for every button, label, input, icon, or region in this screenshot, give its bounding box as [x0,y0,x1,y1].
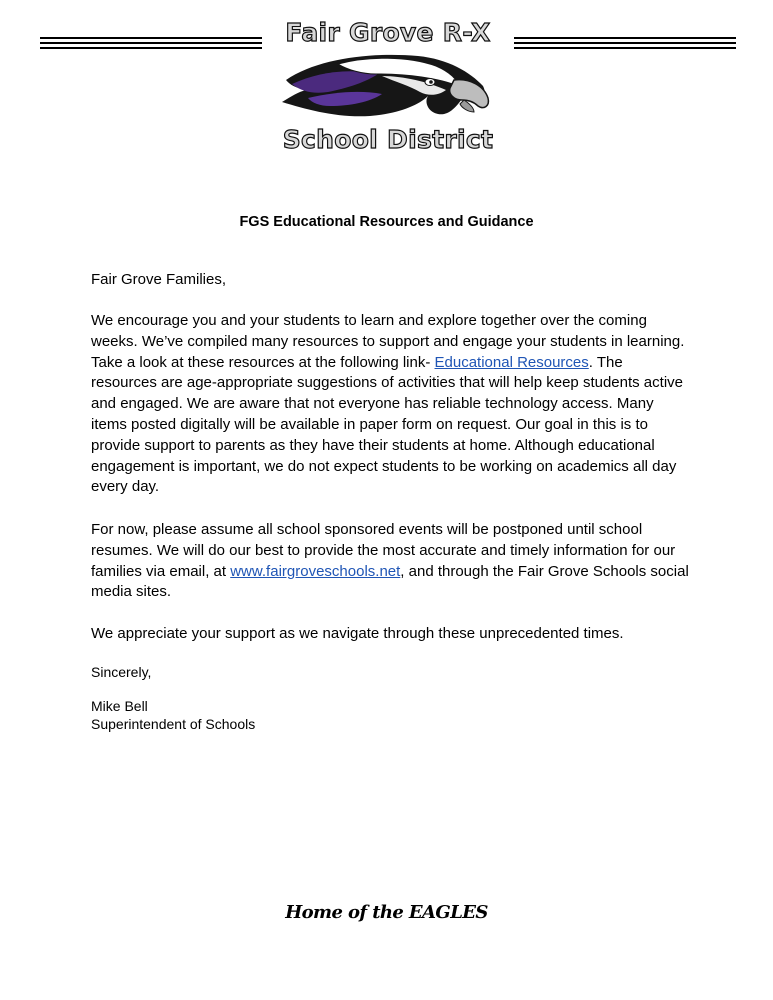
educational-resources-link[interactable]: Educational Resources [434,353,589,371]
paragraph-appreciation: We appreciate your support as we navigate through these unprecedented times. [91,625,624,642]
closing: Sincerely, [91,664,152,680]
header-rule [40,42,262,44]
signer-title: Superintendent of Schools [91,715,256,732]
paragraph-events [91,520,691,603]
letter-title: FGS Educational Resources and Guidance [239,214,534,230]
salutation: Fair Grove Families, [91,271,227,288]
header-rule [514,42,736,44]
paragraph-text: , and through the Fair Grove Schools social media sites. [91,562,689,601]
district-name-line2: School District [282,125,494,154]
footer-tagline: Home of the EAGLES [285,902,488,923]
right-header-rules [514,37,736,52]
paragraph-text: . The resources are age-appropriate suggestions of activities that will help keep students active and engaged. We are aware that not everyone has reliable technology access. Many items posted digitally will be available in paper form on request. Our goal in this is to provide support to parents as they have their students at home. Although educational engagement is important, we do not expect students to be working on academics all day every day. [91,353,683,496]
paragraph-text: For now, please assume all school sponsored events will be postponed until school resumes. We will do our best to provide the most accurate and timely information for our families via email, at [91,521,676,580]
header-rule [40,37,262,39]
left-header-rules [40,37,262,52]
district-name-line1: Fair Grove R-X [285,18,491,47]
signature-block [91,698,255,733]
signer-name: Mike Bell [91,698,148,714]
header-rule [40,47,262,49]
paragraph-resources [91,311,691,498]
website-link[interactable]: www.fairgroveschools.net [230,562,401,580]
header-rule [514,37,736,39]
eagle-head-icon [278,50,494,128]
header-rule [514,47,736,49]
paragraph-text: We encourage you and your students to learn and explore together over the coming weeks. We’ve compiled many resources to support and engage your students in learning. Take a look at these resources at the following link- [91,312,685,371]
